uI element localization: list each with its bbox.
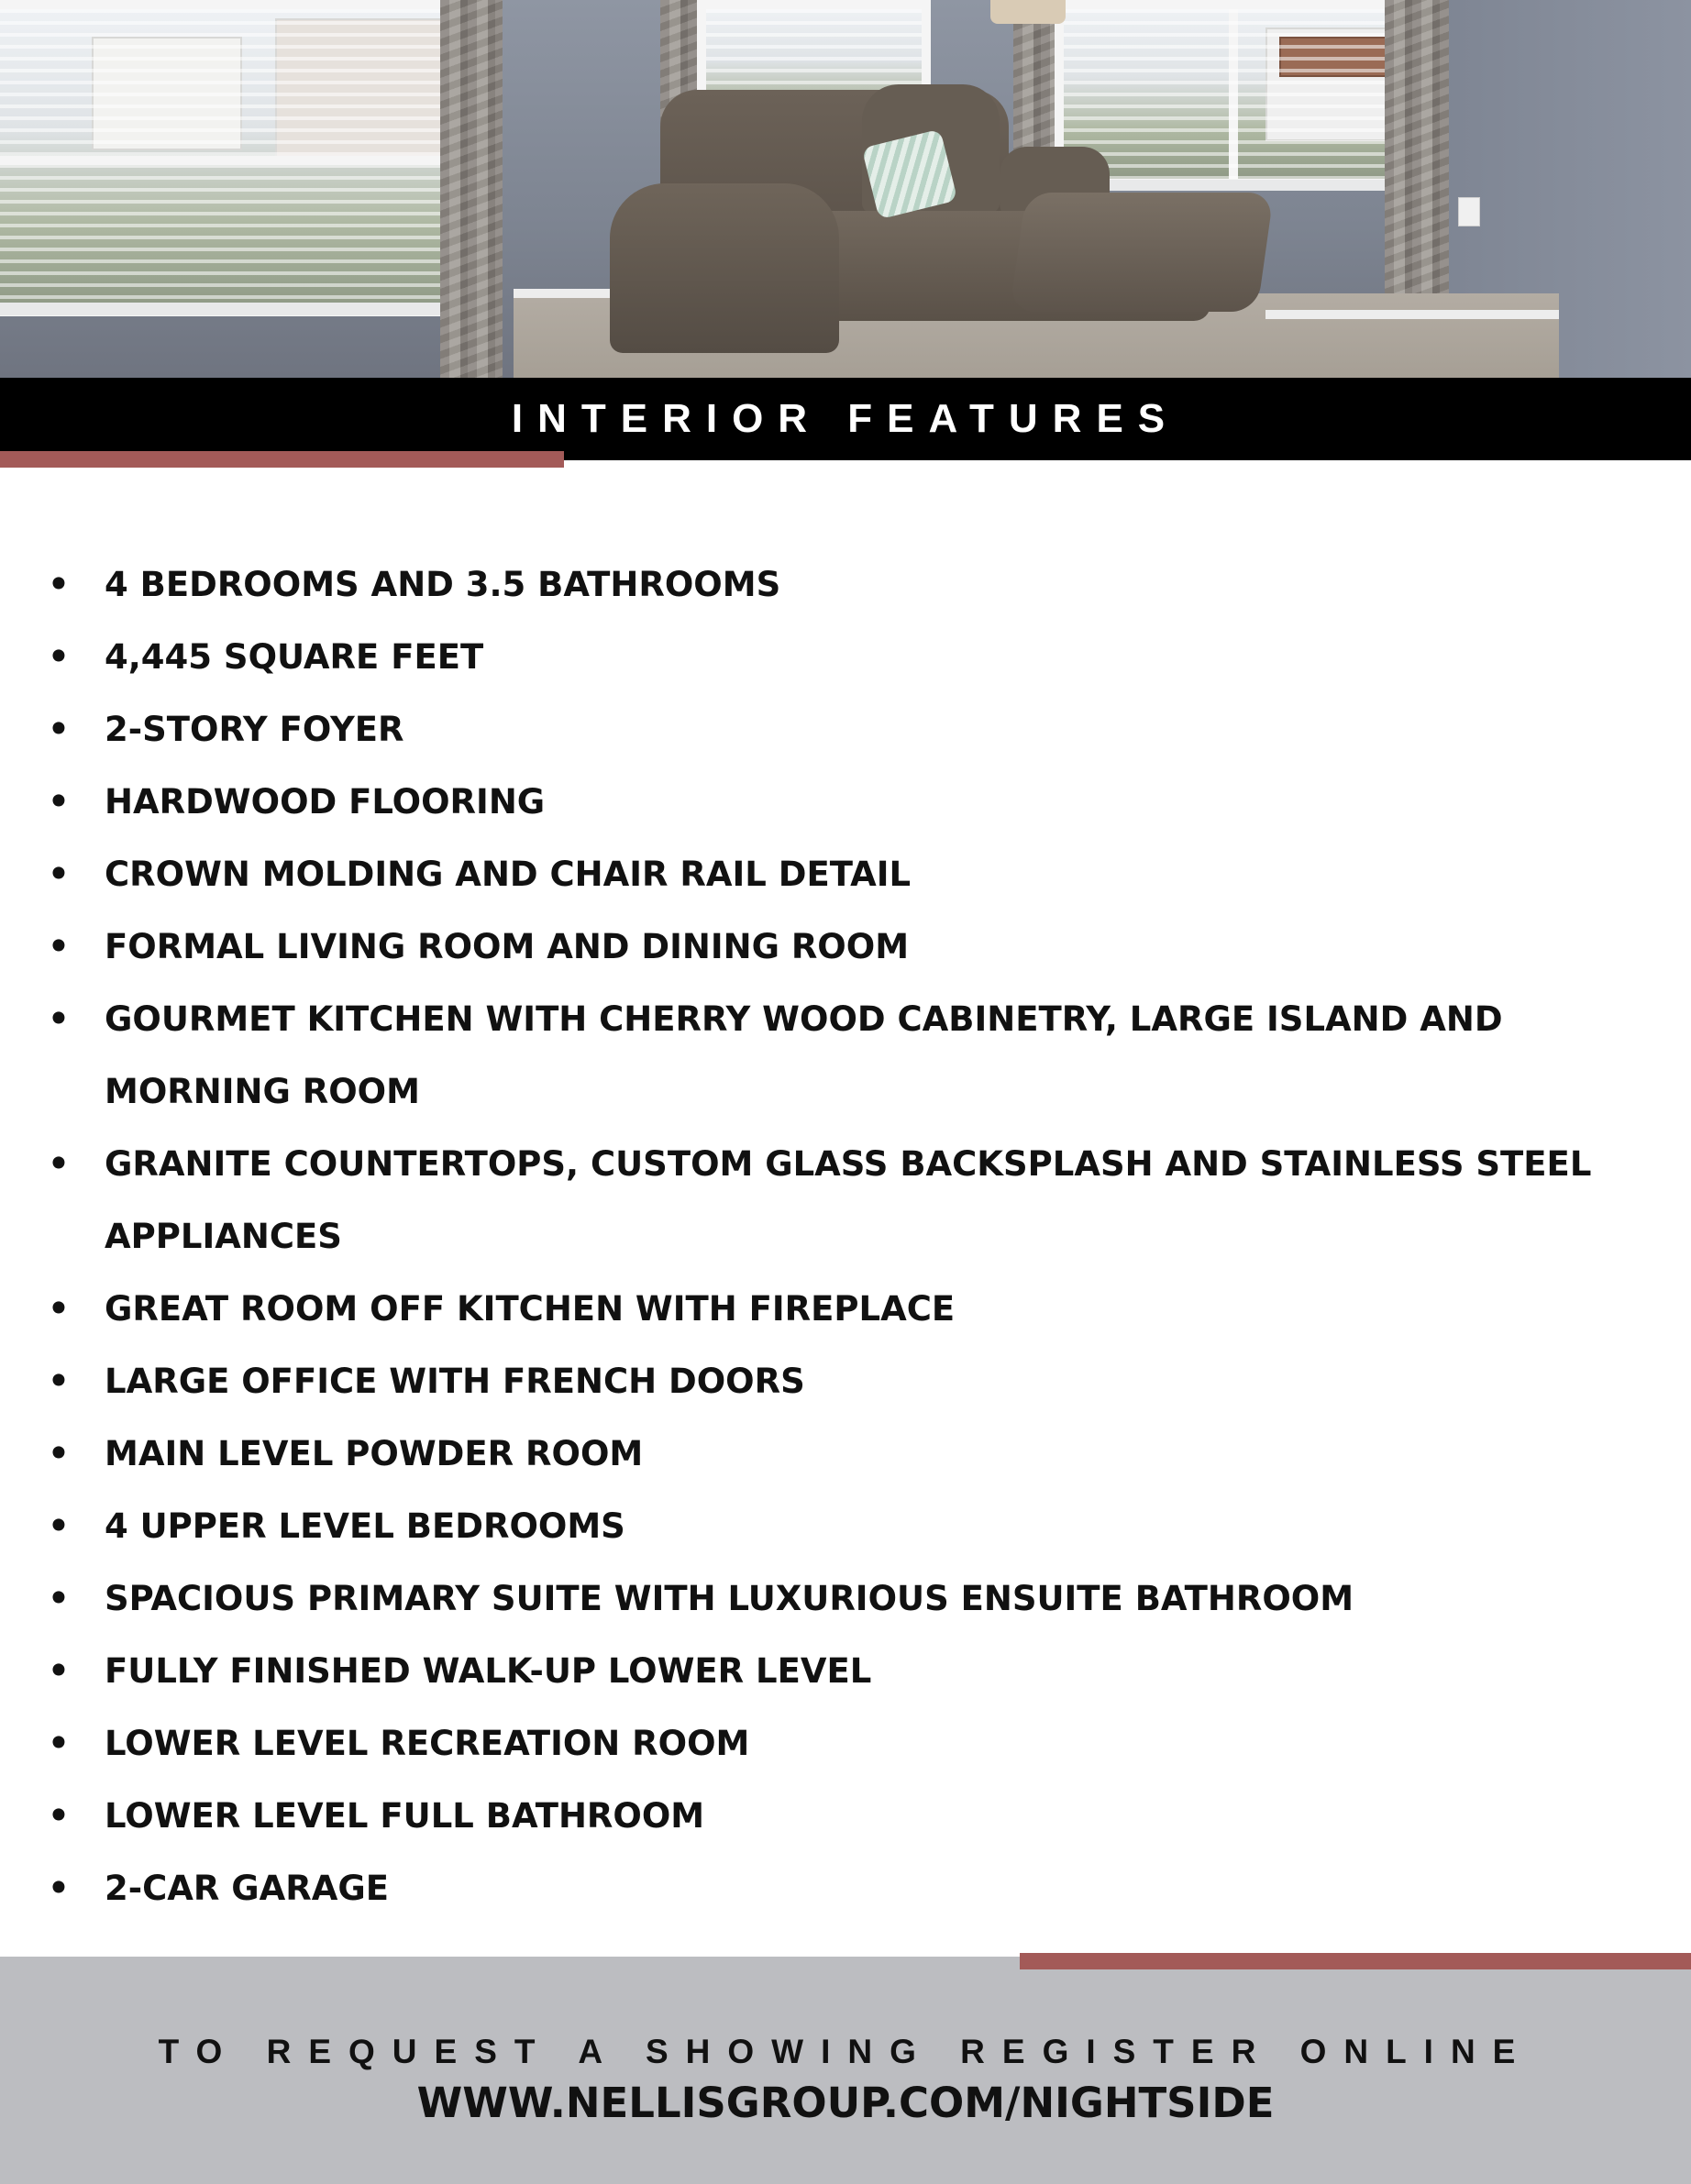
feature-text: LOWER LEVEL RECREATION ROOM <box>105 1724 750 1763</box>
features-list <box>0 548 1691 1925</box>
list-item <box>0 1273 1691 1345</box>
list-item <box>0 1707 1691 1780</box>
feature-text: FORMAL LIVING ROOM AND DINING ROOM <box>105 927 910 966</box>
feature-text: 4 BEDROOMS AND 3.5 BATHROOMS <box>105 565 781 604</box>
feature-text: 2-CAR GARAGE <box>105 1869 390 1908</box>
list-item <box>0 1128 1691 1273</box>
bullet-icon: • <box>48 1651 70 1691</box>
wall-outlet <box>1458 197 1480 226</box>
showing-request-text: TO REQUEST A SHOWING REGISTER ONLINE <box>158 2033 1533 2070</box>
website-link[interactable]: WWW.NELLISGROUP.COM/NIGHTSIDE <box>416 2079 1275 2127</box>
bullet-icon: • <box>48 637 70 677</box>
sofa-chaise <box>1010 193 1274 312</box>
list-item <box>0 1417 1691 1490</box>
list-item <box>0 693 1691 766</box>
list-item <box>0 1490 1691 1562</box>
bullet-icon: • <box>48 710 70 749</box>
window-left <box>0 0 454 316</box>
accent-stripe-bottom <box>1020 1953 1691 1969</box>
feature-text: GREAT ROOM OFF KITCHEN WITH FIREPLACE <box>105 1289 956 1329</box>
feature-text: MAIN LEVEL POWDER ROOM <box>105 1434 644 1473</box>
hero-photo <box>0 0 1691 378</box>
bullet-icon: • <box>48 855 70 894</box>
feature-text: HARDWOOD FLOORING <box>105 782 546 822</box>
lamp-shade <box>990 0 1066 24</box>
window-right <box>1055 0 1412 188</box>
bullet-icon: • <box>48 927 70 966</box>
feature-text: LARGE OFFICE WITH FRENCH DOORS <box>105 1362 805 1401</box>
list-item <box>0 1635 1691 1707</box>
list-item <box>0 548 1691 621</box>
feature-text: FULLY FINISHED WALK-UP LOWER LEVEL <box>105 1651 872 1691</box>
bullet-icon: • <box>48 565 70 604</box>
curtain-left <box>440 0 503 378</box>
feature-text: GOURMET KITCHEN WITH CHERRY WOOD CABINETRY, LARGE ISLAND AND MORNING ROOM <box>105 999 1503 1111</box>
list-item <box>0 910 1691 983</box>
list-item <box>0 1562 1691 1635</box>
feature-text: 4 UPPER LEVEL BEDROOMS <box>105 1506 625 1546</box>
bullet-icon: • <box>48 999 70 1039</box>
accent-stripe-top <box>0 451 564 468</box>
bullet-icon: • <box>48 1796 70 1836</box>
bullet-icon: • <box>48 1144 70 1184</box>
bullet-icon: • <box>48 1724 70 1763</box>
feature-text: 2-STORY FOYER <box>105 710 404 749</box>
bullet-icon: • <box>48 1869 70 1908</box>
page-title: INTERIOR FEATURES <box>511 396 1180 441</box>
bullet-icon: • <box>48 1434 70 1473</box>
list-item <box>0 1345 1691 1417</box>
bullet-icon: • <box>48 1506 70 1546</box>
sofa-arm <box>610 183 839 353</box>
title-banner <box>0 378 1691 460</box>
list-item <box>0 621 1691 693</box>
feature-text: CROWN MOLDING AND CHAIR RAIL DETAIL <box>105 855 912 894</box>
feature-text: 4,445 SQUARE FEET <box>105 637 484 677</box>
footer <box>0 1957 1691 2184</box>
bullet-icon: • <box>48 1362 70 1401</box>
feature-text: SPACIOUS PRIMARY SUITE WITH LUXURIOUS ENSUITE BATHROOM <box>105 1579 1354 1618</box>
list-item <box>0 983 1691 1128</box>
bullet-icon: • <box>48 782 70 822</box>
feature-text: GRANITE COUNTERTOPS, CUSTOM GLASS BACKSPLASH AND STAINLESS STEEL APPLIANCES <box>105 1144 1592 1256</box>
feature-text: LOWER LEVEL FULL BATHROOM <box>105 1796 705 1836</box>
list-item <box>0 838 1691 910</box>
bullet-icon: • <box>48 1579 70 1618</box>
list-item <box>0 1780 1691 1852</box>
list-item <box>0 1852 1691 1925</box>
bullet-icon: • <box>48 1289 70 1329</box>
list-item <box>0 766 1691 838</box>
